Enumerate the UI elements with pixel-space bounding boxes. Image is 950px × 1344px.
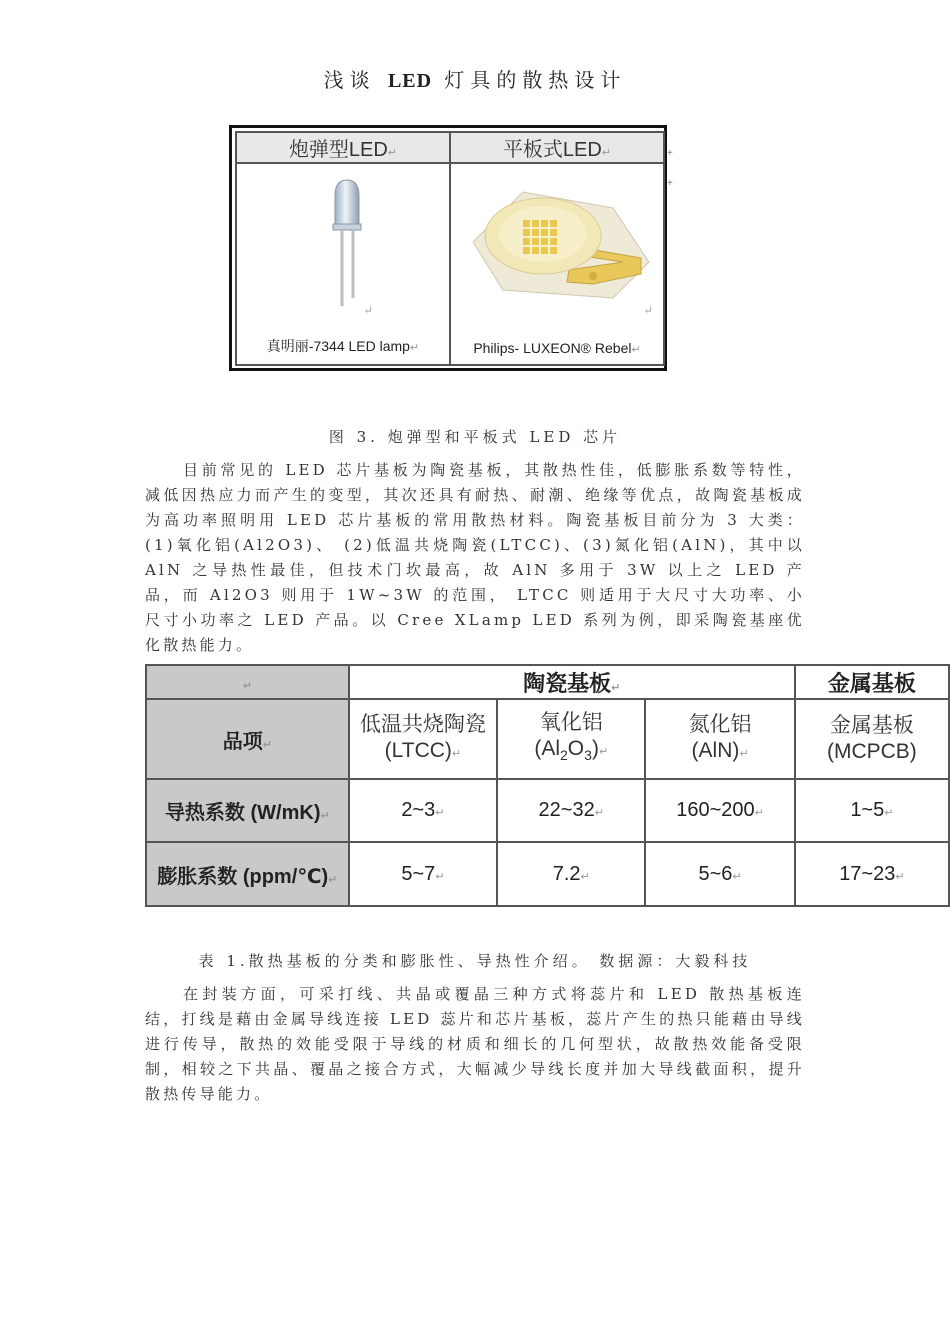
table-caption: 表 1.散热基板的分类和膨胀性、导热性介绍。 数据源：大毅科技 — [198, 952, 752, 970]
flat-led-image — [463, 178, 653, 308]
flat-led-cell: ↵ Philips- LUXEON® Rebel↵ — [450, 163, 664, 365]
paragraph-ceramic-substrate: 目前常见的 LED 芯片基板为陶瓷基板，其散热性佳，低膨胀系数等特性，减低因热应力而产生的变型，其次还具有耐热、耐潮、绝缘等优点，故陶瓷基板成为高功率照明用 LED 芯片基板的常用散热材料。陶瓷基板目前分为 3 大类：(1)氧化铝(Al2O3)、 (2)低温共烧陶瓷(LTCC)、(3)氮化铝(AlN)，其中以 AlN 之导热性最佳，但技术门坎最高，故 AlN 多用于 3W 以上之 LED 产品，而 Al2O3 则用于 1W~3W 的范围， LTCC 则适用于大尺寸大功率、小尺寸小功率之 LED 产品。以 Cree XLamp LED 系列为例，即采陶瓷基座优化散热能力。 — [145, 461, 805, 654]
document-title: 浅谈 LED 灯具的散热设计 — [323, 68, 627, 92]
row-label-expansion-coefficient: 膨胀系数 (ppm/℃)↵ — [146, 842, 349, 906]
table-cell: 17~23↵ — [795, 842, 949, 906]
column-header-alumina: 氧化铝 $(Al_2O_3)↵$ — [497, 699, 645, 779]
table-cell: 5~7↵ — [349, 842, 497, 906]
figure-header-flat-led: 平板式LED↵ — [450, 132, 664, 163]
table-end-mark: + — [667, 178, 673, 189]
group-header-metal: 金属基板 — [795, 665, 949, 699]
column-header-ltcc: 低温共烧陶瓷 (LTCC)↵ — [349, 699, 497, 779]
bullet-led-image — [297, 178, 397, 328]
substrate-comparison-table — [145, 664, 950, 907]
figure-caption: 图 3. 炮弹型和平板式 LED 芯片 — [328, 428, 622, 446]
bullet-led-caption: 真明丽-7344 LED lamp↵ — [266, 338, 420, 354]
row-label-thermal-conductivity: 导热系数 (W/mK)↵ — [146, 779, 349, 842]
figure-header-bullet-led: 炮弹型LED↵ — [236, 132, 450, 163]
group-header-ceramic: 陶瓷基板↵ — [349, 665, 795, 699]
table-cell: 5~6↵ — [645, 842, 794, 906]
bullet-led-cell: ↵ 真明丽-7344 LED lamp↵ — [236, 163, 450, 365]
flat-led-caption: Philips- LUXEON® Rebel↵ — [473, 340, 641, 356]
table-cell: 160~200↵ — [645, 779, 794, 842]
led-figure — [229, 125, 667, 371]
table-cell: 1~5↵ — [795, 779, 949, 842]
table-end-mark: + — [667, 148, 673, 159]
table-corner-cell: ↵ — [146, 665, 349, 699]
column-header-mcpcb: 金属基板 (MCPCB) — [795, 699, 949, 779]
table-cell: 22~32↵ — [497, 779, 645, 842]
table-cell: 7.2↵ — [497, 842, 645, 906]
column-header-aln: 氮化铝 (AlN)↵ — [645, 699, 794, 779]
table-cell: 2~3↵ — [349, 779, 497, 842]
paragraph-packaging: 在封装方面，可采打线、共晶或覆晶三种方式将蕊片和 LED 散热基板连结，打线是藉由金属导线连接 LED 蕊片和芯片基板，蕊片产生的热只能藉由导线进行传导，散热的效能受限于导线的材质和细长的几何型状，故散热效能备受限制，相较之下共晶、覆晶之接合方式，大幅减少导线长度并加大导线截面积，提升散热传导能力。 — [145, 985, 805, 1103]
item-label-cell: 品项↵ — [146, 699, 349, 779]
